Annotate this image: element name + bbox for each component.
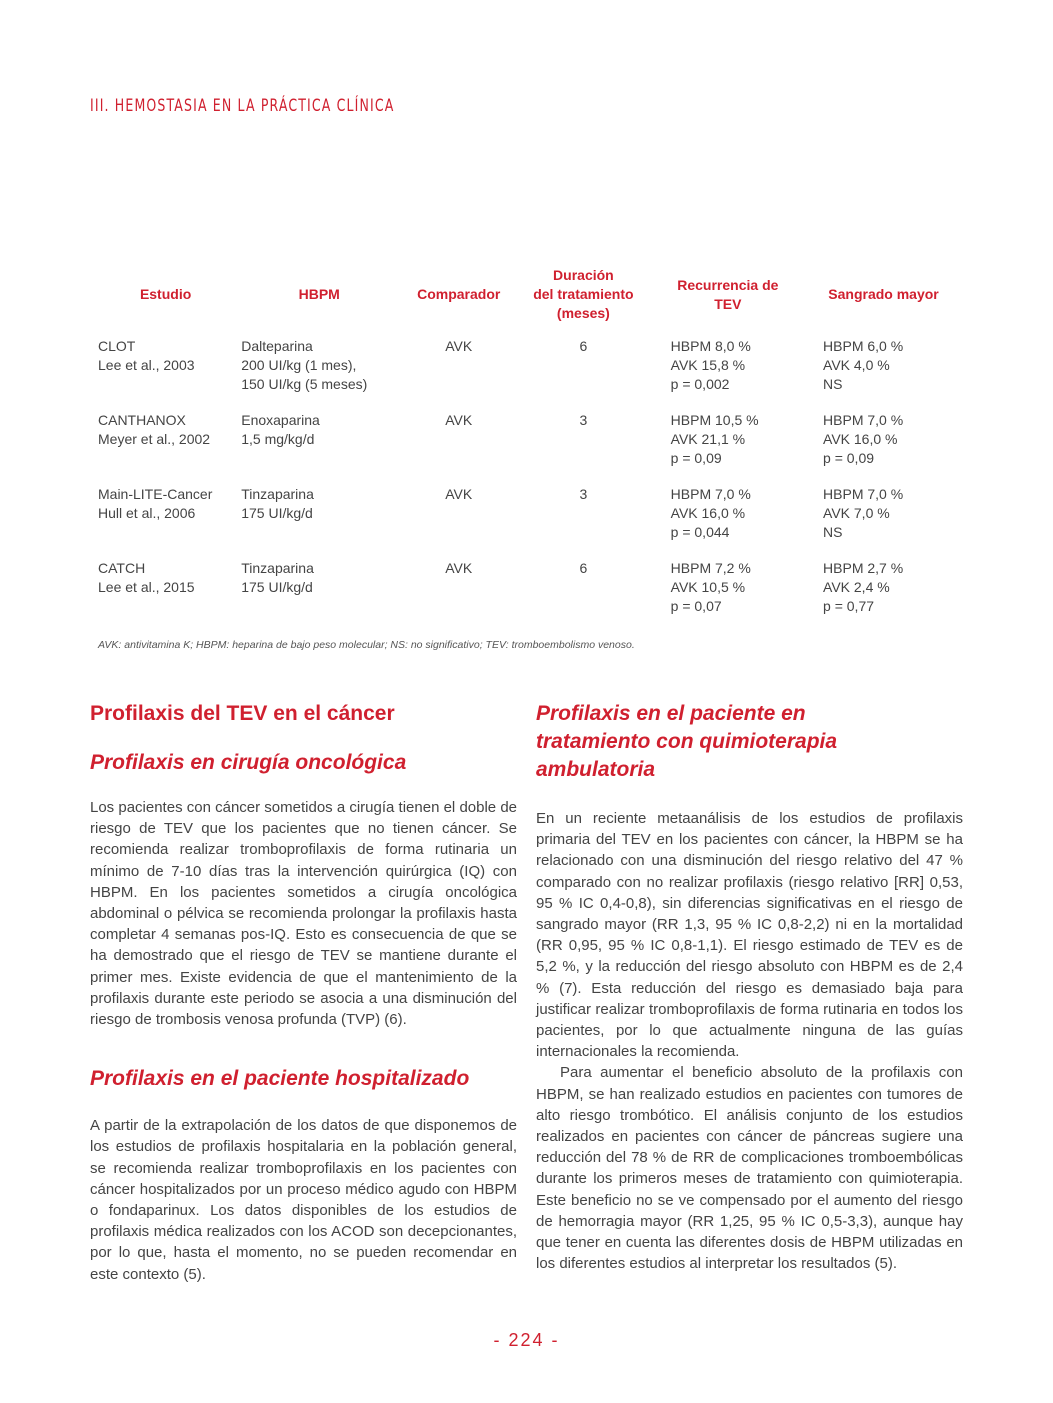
paragraph-chemo-2: Para aumentar el beneficio absoluto de la profilaxis con HBPM, se han realizado estudios en pacientes con tumores de alto riesgo trombótico. El análisis conjunto de los estudios realizados en pacientes con cáncer de páncreas sugiere una reducción del 78 % de RR de complicaciones tromboembólicas durante los primeros meses de tratamiento con quimioterapia. Este beneficio no se ve compensado por el aumento del riesgo de hemorragia mayor (RR 1,25, 95 % IC 0,5-3,3), aunque hay que tener en cuenta las diferentes dosis de HBPM utilizadas en los diferentes estudios al interpretar los resultados (5). xyxy=(536,1064,963,1273)
recurrence-cell: HBPM 8,0 % AVK 15,8 % p = 0,002 xyxy=(670,338,751,392)
column-header-estudio: Estudio xyxy=(139,286,192,302)
hbpm-cell: Enoxaparina 1,5 mg/kg/d xyxy=(241,412,320,447)
recurrence-cell: HBPM 10,5 % AVK 21,1 % p = 0,09 xyxy=(670,412,759,466)
studies-table xyxy=(90,262,962,633)
table-row xyxy=(90,337,962,411)
paragraph-chemo-1: En un reciente metaanálisis de los estudios de profilaxis primaria del TEV en los pacientes con cáncer, la HBPM se ha relacionado con una disminución del riesgo relativo del 47 % comparado con no realizar profilaxis (riesgo relativo [RR] 0,53, 95 % IC 0,4-0,8), sin diferencias significativas en el riesgo de sangrado mayor (RR 1,3, 95 % IC 0,8-2,2) ni en la mortalidad (RR 0,95, 95 % IC 0,8-1,1). El riesgo estimado de TEV es de 5,2 %, y la reducción del riesgo absoluto con HBPM es de 2,4 % (7). Esta reducción del riesgo es demasiado baja para justificar realizar tromboprofilaxis de forma rutinaria en todos los pacientes, por lo que actualmente ninguna de las guías internacionales la recomienda. xyxy=(536,810,963,1061)
right-column xyxy=(536,700,963,1274)
section-header: III. HEMOSTASIA EN LA PRÁCTICA CLÍNICA xyxy=(90,96,395,116)
comparator-cell: AVK xyxy=(445,560,473,576)
table-footnote: AVK: antivitamina K; HBPM: heparina de bajo peso molecular; NS: no significativo; TEV: tromboembolismo venoso. xyxy=(98,639,635,651)
column-header-sangrado: Sangrado mayor xyxy=(828,286,939,302)
comparator-cell: AVK xyxy=(445,486,473,502)
hbpm-cell: Dalteparina 200 UI/kg (1 mes), 150 UI/kg (5 meses) xyxy=(241,338,368,392)
bleeding-cell: HBPM 2,7 % AVK 2,4 % p = 0,77 xyxy=(823,560,904,614)
duration-cell: 6 xyxy=(579,560,588,576)
duration-cell: 3 xyxy=(579,486,588,502)
column-header-hbpm: HBPM xyxy=(298,286,340,302)
study-cell: CANTHANOX Meyer et al., 2002 xyxy=(98,412,211,447)
page-number: - 224 - xyxy=(493,1330,560,1350)
paragraph-hospitalized: A partir de la extrapolación de los datos de que disponemos de los estudios de profilaxis hospitalaria en la población general, se recomienda realizar tromboprofilaxis en los pacientes con cáncer hospitalizados por un proceso médico agudo con HBPM o fondaparinux. Los datos disponibles de los estudios de profilaxis médica realizados con los ACOD son decepcionantes, por lo que, hasta el momento, no se pueden recomendar en este contexto (5). xyxy=(90,1117,517,1283)
recurrence-cell: HBPM 7,0 % AVK 16,0 % p = 0,044 xyxy=(670,486,751,540)
duration-cell: 3 xyxy=(579,412,588,428)
heading-chemotherapy: Profilaxis en el paciente en tratamiento con quimioterapia ambulatoria xyxy=(536,702,838,781)
study-cell: Main-LITE-Cancer Hull et al., 2006 xyxy=(98,486,213,521)
left-column xyxy=(90,700,517,1285)
table-row xyxy=(90,411,962,485)
recurrence-cell: HBPM 7,2 % AVK 10,5 % p = 0,07 xyxy=(670,560,751,614)
heading-tev-cancer: Profilaxis del TEV en el cáncer xyxy=(90,702,395,725)
paragraph-surgery: Los pacientes con cáncer sometidos a cirugía tienen el doble de riesgo de TEV que los pacientes que no tienen cáncer. Se recomienda realizar tromboprofilaxis de forma rutinaria un mínimo de 7-10 días tras la intervención quirúrgica (IQ) con HBPM. En los pacientes sometidos a cirugía oncológica abdominal o pélvica se recomienda prolongar la profilaxis hasta completar 4 semanas pos-IQ. Esto es consecuencia de que se ha demostrado que el riesgo de TEV se mantiene durante el primer mes. Existe evidencia de que el mantenimiento de la profilaxis durante este periodo se asocia a una disminución del riesgo de trombosis venosa profunda (TVP) (6). xyxy=(90,799,517,1029)
study-cell: CLOT Lee et al., 2003 xyxy=(98,338,195,373)
bleeding-cell: HBPM 6,0 % AVK 4,0 % NS xyxy=(823,338,904,392)
column-header-duracion: Duración del tratamiento (meses) xyxy=(533,267,634,321)
duration-cell: 6 xyxy=(579,338,588,354)
column-header-comparador: Comparador xyxy=(417,286,501,302)
table-row xyxy=(90,559,962,633)
bleeding-cell: HBPM 7,0 % AVK 16,0 % p = 0,09 xyxy=(823,412,904,466)
hbpm-cell: Tinzaparina 175 UI/kg/d xyxy=(241,486,314,521)
heading-hospitalized: Profilaxis en el paciente hospitalizado xyxy=(90,1067,470,1091)
study-cell: CATCH Lee et al., 2015 xyxy=(98,560,195,595)
column-header-recurrencia: Recurrencia de TEV xyxy=(677,276,779,312)
comparator-cell: AVK xyxy=(445,412,473,428)
table-header-row xyxy=(90,262,962,337)
heading-surgery: Profilaxis en cirugía oncológica xyxy=(90,751,407,774)
bleeding-cell: HBPM 7,0 % AVK 7,0 % NS xyxy=(823,486,904,540)
comparator-cell: AVK xyxy=(445,338,473,354)
table-row xyxy=(90,485,962,559)
hbpm-cell: Tinzaparina 175 UI/kg/d xyxy=(241,560,314,595)
